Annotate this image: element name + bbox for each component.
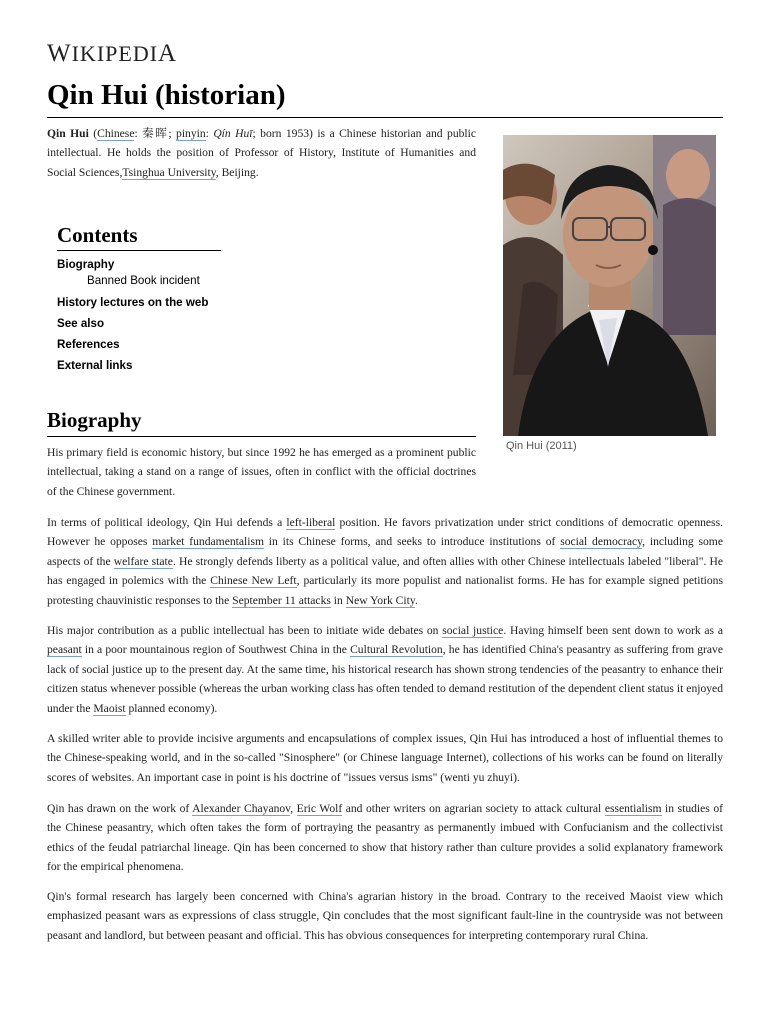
link-new-york-city[interactable]: New York City [345, 593, 415, 607]
toc-title: Contents [57, 222, 221, 251]
wikipedia-wordmark[interactable]: WIKIPEDIA [47, 40, 178, 67]
link-social-justice[interactable]: social justice [442, 624, 504, 637]
section-heading-biography: Biography [47, 407, 476, 437]
link-eric-wolf[interactable]: Eric Wolf [296, 802, 343, 815]
toc-item-biography[interactable]: Biography [57, 258, 115, 271]
link-essentialism[interactable]: essentialism [604, 802, 662, 815]
page-title: Qin Hui (historian) [47, 78, 723, 118]
toc-item-external-links[interactable]: External links [57, 359, 133, 372]
toc-item-banned-book-incident[interactable]: Banned Book incident [87, 274, 200, 287]
link-tsinghua-university[interactable]: Tsinghua University [122, 165, 216, 179]
toc-item-references[interactable]: References [57, 338, 120, 351]
portrait-photo[interactable] [503, 135, 716, 436]
link-welfare-state[interactable]: welfare state [113, 554, 173, 568]
toc-item-history-lectures[interactable]: History lectures on the web [57, 296, 209, 309]
portrait-illustration [503, 135, 716, 436]
link-market-fundamentalism[interactable]: market fundamentalism [152, 535, 264, 549]
link-pinyin[interactable]: pinyin [176, 127, 206, 140]
link-alexander-chayanov[interactable]: Alexander Chayanov [192, 802, 291, 815]
link-cultural-revolution[interactable]: Cultural Revolution [350, 643, 443, 657]
biography-paragraph-3: His major contribution as a public intellectual has been to initiate wide debates on social justice. Having himself been sent down to work as a peasant in a poor mountainous region of Southwest China in the Cultural Revolution, he has identified China's peasantry as suffering from grave lack of social justice up to the present day. At the same time, his historical research has shown strong tendencies of the peasantry to enhance their citizen status whenever possible (whereas the urban working class has often tended to demand restitution of the dependent client status it enjoyed under the Maoist planned economy). [47, 624, 723, 715]
link-chinese[interactable]: Chinese [97, 127, 135, 140]
link-maoist[interactable]: Maoist [93, 701, 126, 715]
biography-paragraph-5: Qin has drawn on the work of Alexander Chayanov, Eric Wolf and other writers on agrarian society to attack cultural essentialism in studies of the Chinese peasantry, which often takes the form of portraying the peasantry as permanently imbued with Confucianism and the collectivist ethics of the feudal patriarchal lineage. Qin has been concerned to show that history rather than culture provides a solid explanatory framework for the empirical phenomena. [47, 802, 723, 874]
biography-paragraph-2: In terms of political ideology, Qin Hui defends a left-liberal position. He favors privatization under strict conditions of democratic openness. However he opposes market fundamentalism in its Chinese forms, and seeks to introduce institutions of social democracy, including some aspects of the welfare state. He strongly defends liberty as a political value, and often allies with other Chinese intellectuals labeled "liberal". He has engaged in polemics with the Chinese New Left, particularly its more populist and nationalist forms. He has for example signed petitions protesting chauvinistic responses to the September 11 attacks in New York City. [47, 516, 723, 607]
biography-paragraph-6: Qin's formal research has largely been concerned with China's agrarian history in the broad. Contrary to the received Maoist view which emphasized peasant wars as expressions of class struggle, Qin concludes that the most significant fault-line in the countryside was not between peasant and landlord, but between peasant and official. This has obvious consequences for interpreting contemporary rural China. [47, 890, 723, 942]
link-september-11-attacks[interactable]: September 11 attacks [232, 593, 331, 607]
biography-paragraph-4: A skilled writer able to provide incisive arguments and encapsulations of complex issues, Qin Hui has introduced a host of influential themes to the Chinese-speaking world, and in the so-called "Sinosphere" (or Chinese language Internet), collections of his works can be found on literally scores of websites. An important case in point is his doctrine of "issues versus isms" (wenti yu zhuyi). [47, 732, 723, 784]
biography-paragraph-1: His primary field is economic history, but since 1992 he has emerged as a prominent public intellectual, taking a stand on a range of issues, often in conflict with the official doctrines of the Chinese government. [47, 446, 476, 498]
link-left-liberal[interactable]: left-liberal [286, 516, 336, 529]
image-caption: Qin Hui (2011) [506, 440, 577, 452]
link-social-democracy[interactable]: social democracy [560, 535, 643, 549]
table-of-contents [57, 222, 257, 372]
link-chinese-new-left[interactable]: Chinese New Left [210, 574, 297, 588]
toc-item-see-also[interactable]: See also [57, 317, 105, 330]
intro-paragraph: Qin Hui (Chinese: 秦晖; pinyin: Qín Huī; born 1953) is a Chinese historian and public intellectual. He holds the position of Professor of History, Institute of Humanities and Social Sciences,Tsinghua University, Beijing. [47, 127, 476, 179]
link-peasant[interactable]: peasant [47, 643, 82, 657]
